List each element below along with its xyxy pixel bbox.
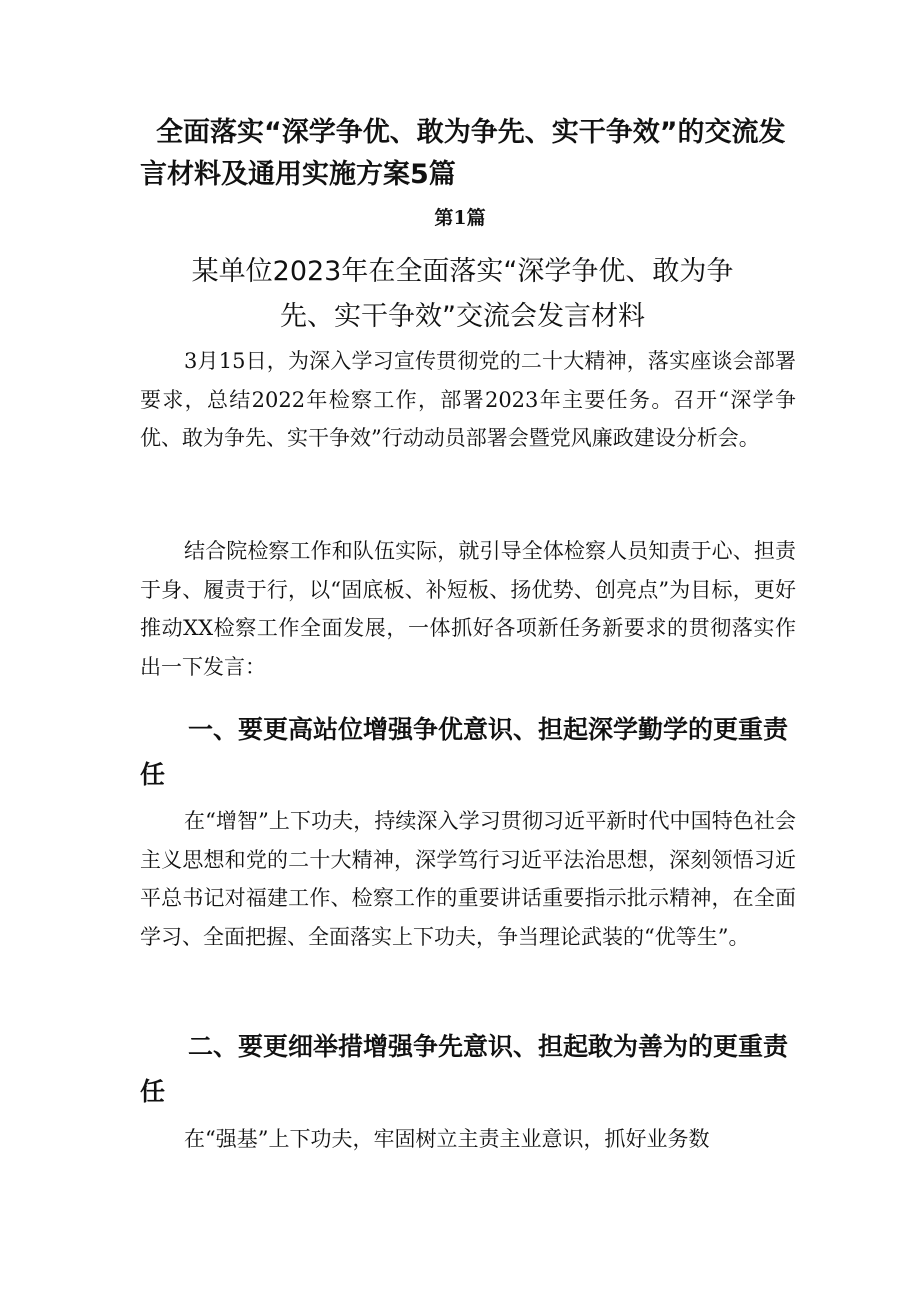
speech-title: 某单位2023年在全面落实“深学争优、敢为争先、实干争效”交流会发言材料 bbox=[191, 256, 734, 332]
body-paragraph-section-1: 在“增智”上下功夫，持续深入学习贯彻习近平新时代中国特色社会主义思想和党的二十大精神，深学笃行习近平法治思想，深刻领悟习近平总书记对福建工作、检察工作的重要讲话重要指示批示精神，在全面学习、全面把握、全面落实上下功夫，争当理论武装的“优等生”。 bbox=[140, 809, 796, 949]
body-paragraph-section-2: 在“强基”上下功夫，牢固树立主责主业意识，抓好业务数 bbox=[184, 1127, 710, 1151]
body-paragraph-context: 结合院检察工作和队伍实际，就引导全体检察人员知责于心、担责于身、履责于行，以“固底板、补短板、扬优势、创亮点”为目标，更好推动XX检察工作全面发展，一体抓好各项新任务新要求的贯彻落实作出一下发言： bbox=[140, 539, 796, 679]
document-title: 全面落实“深学争优、敢为争先、实干争效”的交流发言材料及通用实施方案5篇 bbox=[140, 117, 786, 190]
part-label: 第1篇 bbox=[434, 207, 486, 229]
section-heading-2: 二、要更细举措增强争先意识、担起敢为善为的更重责任 bbox=[140, 1032, 789, 1106]
body-paragraph-intro: 3月15日，为深入学习宣传贯彻党的二十大精神，落实座谈会部署要求，总结2022年检察工作，部署2023年主要任务。召开“深学争优、敢为争先、实干争效”行动动员部署会暨党风廉政建设分析会。 bbox=[140, 349, 796, 451]
section-heading-1: 一、要更高站位增强争优意识、担起深学勤学的更重责任 bbox=[140, 715, 789, 789]
